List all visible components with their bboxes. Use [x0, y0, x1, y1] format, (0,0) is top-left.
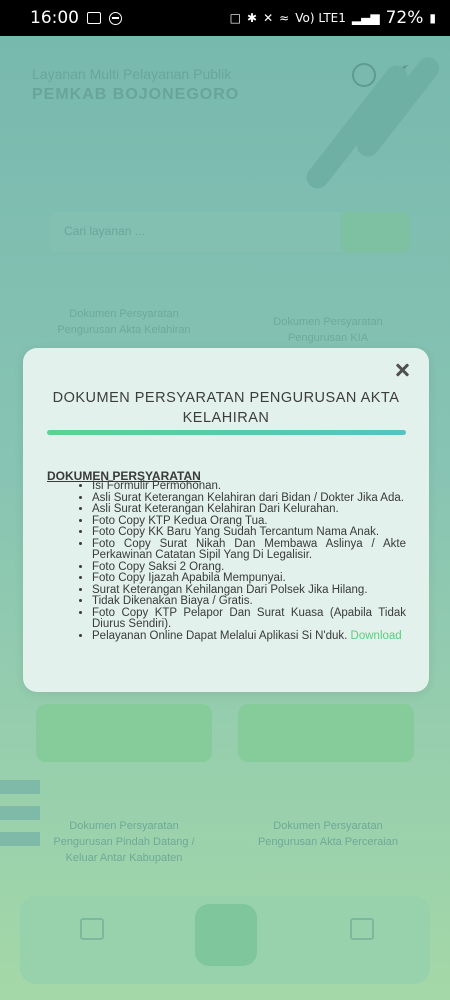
close-icon[interactable]	[391, 360, 413, 382]
list-item: • Foto Copy Ijazah Apabila Mempunyai.	[92, 573, 406, 585]
battery-label: 72%	[385, 8, 424, 28]
list-item: • Foto Copy Surat Nikah Dan Membawa Aslinya / Akte Perkawinan Catatan Sipil Yang Di Legalisir.	[92, 539, 406, 562]
app-title: PEMKAB BOJONEGORO	[32, 86, 240, 103]
list-item: • Foto Copy KK Baru Yang Sudah Tercantum Nama Anak.	[92, 527, 406, 539]
wifi-icon: ≈	[279, 11, 290, 25]
decor-band	[0, 806, 40, 820]
app-subtitle: Layanan Multi Pelayanan Publik	[32, 66, 232, 82]
nav-home-button[interactable]	[195, 904, 257, 966]
list-item: • Tidak Dikenakan Biaya / Gratis.	[92, 596, 406, 608]
nav-calendar-icon[interactable]	[80, 918, 104, 940]
search-button[interactable]	[340, 212, 410, 252]
requirements-modal	[23, 348, 429, 692]
service-card[interactable]	[238, 704, 414, 762]
service-card[interactable]	[36, 704, 212, 762]
list-item: • Asli Surat Keterangan Kelahiran Dari Kelurahan.	[92, 504, 406, 516]
battery-icon: ▮	[429, 11, 436, 25]
online-service-text: Pelayanan Online Dapat Melalui Aplikasi Si N'duk.	[92, 629, 348, 642]
decor-band	[0, 780, 40, 794]
do-not-disturb-icon	[109, 12, 122, 25]
mute-icon: ✕	[263, 11, 274, 25]
status-time: 16:00	[30, 8, 79, 28]
bluetooth-icon: ✱	[247, 11, 258, 25]
list-item: • Surat Keterangan Kehilangan Dari Polsek Jika Hilang.	[92, 585, 406, 597]
accent-bar	[47, 430, 406, 435]
list-item: • Foto Copy Saksi 2 Orang.	[92, 562, 406, 574]
network-label: Vo) LTE1	[295, 11, 346, 25]
modal-title: DOKUMEN PERSYARATAN PENGURUSAN AKTA KELAHIRAN	[52, 390, 400, 426]
list-item: • Foto Copy KTP Pelapor Dan Surat Kuasa (Apabila Tidak Diurus Sendiri).	[92, 608, 406, 631]
requirements-list	[57, 481, 406, 642]
card-label: Dokumen Persyaratan Pengurusan Akta Kelahiran	[57, 308, 191, 336]
card-label: Dokumen Persyaratan Pengurusan Akta Perceraian	[257, 820, 399, 848]
info-icon[interactable]	[352, 63, 376, 87]
gallery-icon	[87, 12, 101, 24]
nav-layers-icon[interactable]	[350, 918, 374, 940]
search-placeholder: Cari layanan ...	[64, 224, 145, 238]
list-item: • Asli Surat Keterangan Kelahiran dari Bidan / Dokter Jika Ada.	[92, 493, 406, 505]
card-label: Dokumen Persyaratan Pengurusan KIA	[273, 316, 383, 344]
search-input[interactable]	[50, 212, 410, 252]
card-label: Dokumen Persyaratan Pengurusan Pindah Datang / Keluar Antar Kabupaten	[53, 820, 195, 864]
list-item: • Foto Copy KTP Kedua Orang Tua.	[92, 516, 406, 528]
list-item: • Isi Formulir Permohonan.	[92, 481, 406, 493]
section-heading: DOKUMEN PERSYARATAN	[47, 469, 201, 483]
download-link[interactable]: Download	[350, 629, 402, 642]
nfc-icon: □	[229, 11, 242, 25]
status-bar	[0, 0, 450, 36]
decor-band	[0, 832, 40, 846]
list-item	[92, 631, 406, 643]
signal-icon: ▂▄▆	[351, 11, 380, 25]
